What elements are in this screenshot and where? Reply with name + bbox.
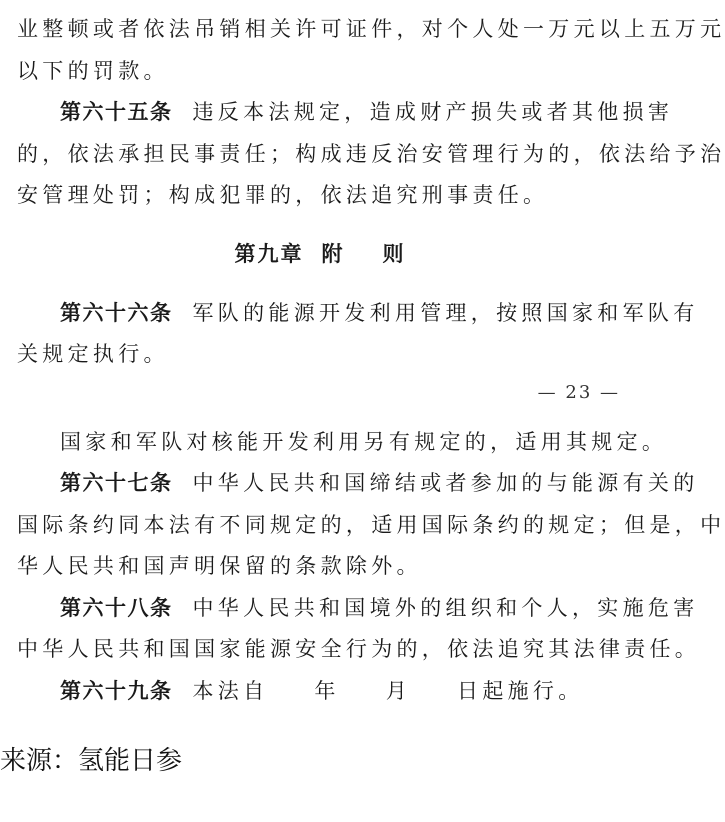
article-68-number: 第六十八条 (60, 596, 173, 620)
article-65-number: 第六十五条 (60, 100, 173, 124)
article-66-line-3: 国家和军队对核能开发利用另有规定的，适用其规定。 (60, 430, 668, 454)
article-66-number: 第六十六条 (60, 301, 173, 325)
chapter-title-part-3: 则 (382, 242, 406, 266)
article-65-text: 违反本法规定，造成财产损失或者其他损害 (192, 100, 674, 124)
article-68-text: 中华人民共和国境外的组织和个人，实施危害 (192, 596, 699, 620)
chapter-title-part-2: 附 (321, 242, 345, 266)
article-69-text-b: 年 (314, 679, 340, 703)
article-66-text: 军队的能源开发利用管理，按照国家和军队有 (192, 301, 699, 325)
page-number: — 23 — (537, 382, 620, 403)
article-67-line-1 (60, 468, 699, 498)
source-caption: 来源：氢能日参 (0, 746, 183, 776)
article-69-text-c: 月 (385, 679, 412, 703)
article-68-line-1 (60, 593, 699, 623)
article-67-line-2: 国际条约同本法有不同规定的，适用国际条约的规定；但是，中 (17, 513, 725, 537)
chapter-title-part-1: 第九章 (234, 242, 304, 266)
article-64-line-2: 以下的罚款。 (17, 59, 169, 83)
article-66-line-2: 关规定执行。 (17, 342, 169, 366)
article-67-text: 中华人民共和国缔结或者参加的与能源有关的 (192, 471, 699, 495)
article-65-line-3: 安管理处罚；构成犯罪的，依法追究刑事责任。 (17, 183, 549, 207)
article-67-line-3: 华人民共和国声明保留的条款除外。 (17, 554, 422, 578)
article-67-number: 第六十七条 (60, 471, 173, 495)
article-69-line-1 (60, 676, 625, 706)
article-65-line-1 (60, 97, 674, 127)
article-69-text-d: 日起施行。 (457, 679, 584, 703)
article-64-line-1: 业整顿或者依法吊销相关许可证件，对个人处一万元以上五万元 (17, 17, 725, 41)
article-66-line-1 (60, 298, 699, 328)
article-69-text-a: 本法自 (192, 679, 269, 703)
article-69-number: 第六十九条 (60, 679, 173, 703)
article-65-line-2: 的，依法承担民事责任；构成违反治安管理行为的，依法给予治 (17, 142, 725, 166)
chapter-title (0, 239, 640, 269)
article-68-line-2: 中华人民共和国国家能源安全行为的，依法追究其法律责任。 (17, 637, 701, 661)
